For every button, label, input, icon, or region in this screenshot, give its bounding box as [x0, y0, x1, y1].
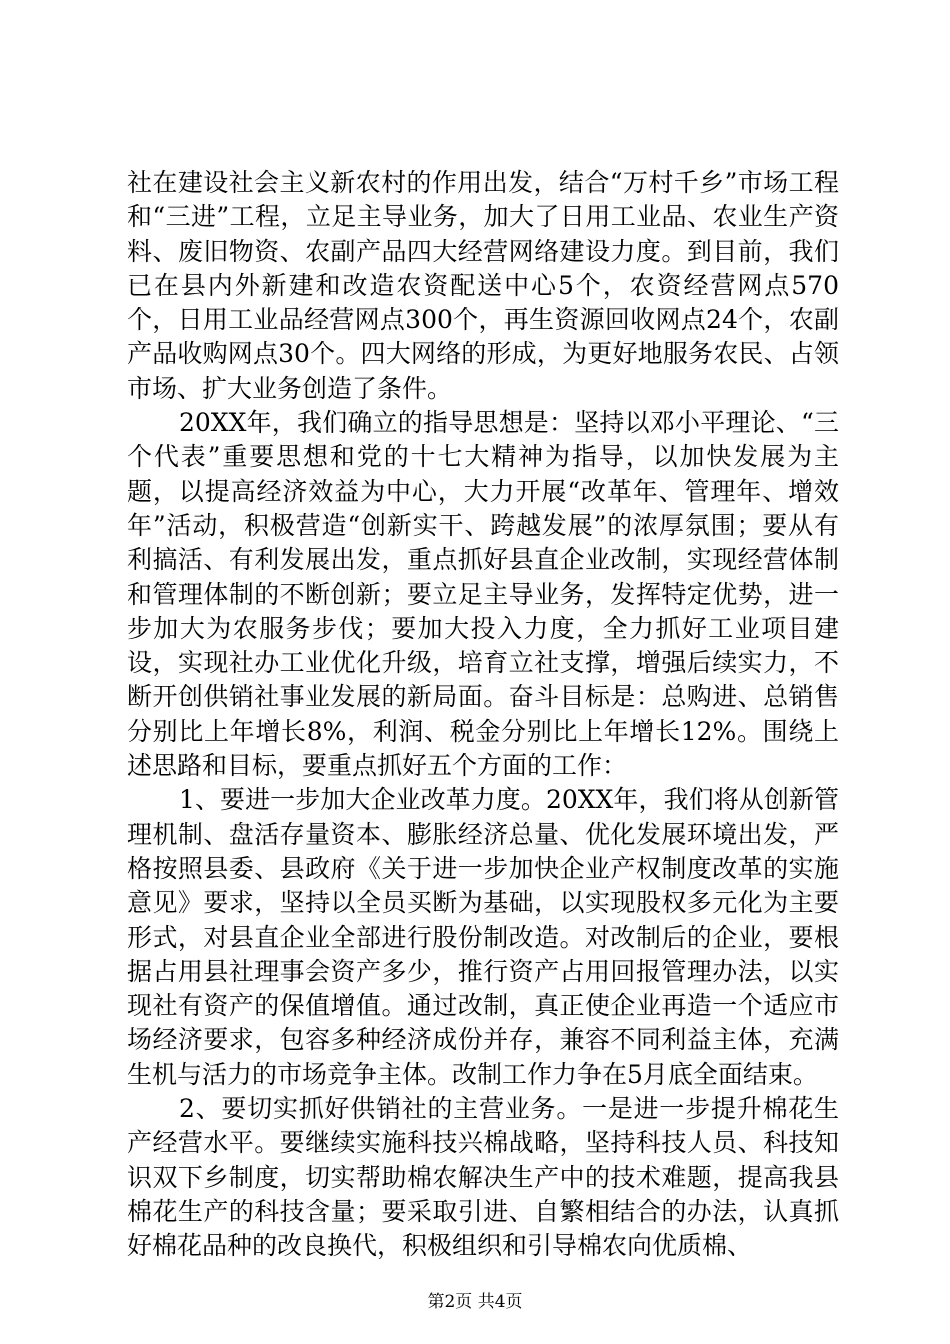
- paragraph-3: 1、要进一步加大企业改革力度。20XX年，我们将从创新管理机制、盘活存量资本、膨胀经济总量、优化发展环境出发，严格按照县委、县政府《关于进一步加快企业产权制度改革的实施意见》要求，坚持以全员买断为基础，以实现股权多元化为主要形式，对县直企业全部进行股份制改造。对改制后的企业，要根据占用县社理事会资产多少，推行资产占用回报管理办法，以实现社有资产的保值增值。通过改制，真正使企业再造一个适应市场经济要求，包容多种经济成份并存，兼容不同利益主体，充满生机与活力的市场竞争主体。改制工作力争在5月底全面结束。: [127, 785, 839, 1089]
- page-footer: 第2页 共4页: [427, 1292, 523, 1312]
- paragraph-4: 2、要切实抓好供销社的主营业务。一是进一步提升棉花生产经营水平。要继续实施科技兴棉战略，坚持科技人员、科技知识双下乡制度，切实帮助棉农解决生产中的技术难题，提高我县棉花生产的科技含量；要采取引进、自繁相结合的办法，认真抓好棉花品种的改良换代，积极组织和引导棉农向优质棉、: [127, 1094, 839, 1261]
- paragraph-1: 社在建设社会主义新农村的作用出发，结合“万村千乡”市场工程和“三进”工程，立足主导业务，加大了日用工业品、农业生产资料、废旧物资、农副产品四大经营网络建设力度。到目前，我们已在县内外新建和改造农资配送中心5个，农资经营网点570个，日用工业品经营网点300个，再生资源回收网点24个，农副产品收购网点30个。四大网络的形成，为更好地服务农民、占领市场、扩大业务创造了条件。: [127, 168, 839, 403]
- document-body: [127, 166, 839, 1264]
- paragraph-2: 20XX年，我们确立的指导思想是：坚持以邓小平理论、“三个代表”重要思想和党的十七大精神为指导，以加快发展为主题，以提高经济效益为中心，大力开展“改革年、管理年、增效年”活动，积极营造“创新实干、跨越发展”的浓厚氛围；要从有利搞活、有利发展出发，重点抓好县直企业改制，实现经营体制和管理体制的不断创新；要立足主导业务，发挥特定优势，进一步加大为农服务步伐；要加大投入力度，全力抓好工业项目建设，实现社办工业优化升级，培育立社支撑，增强后续实力，不断开创供销社事业发展的新局面。奋斗目标是：总购进、总销售分别比上年增长8%，利润、税金分别比上年增长12%。围绕上述思路和目标，要重点抓好五个方面的工作：: [127, 408, 839, 781]
